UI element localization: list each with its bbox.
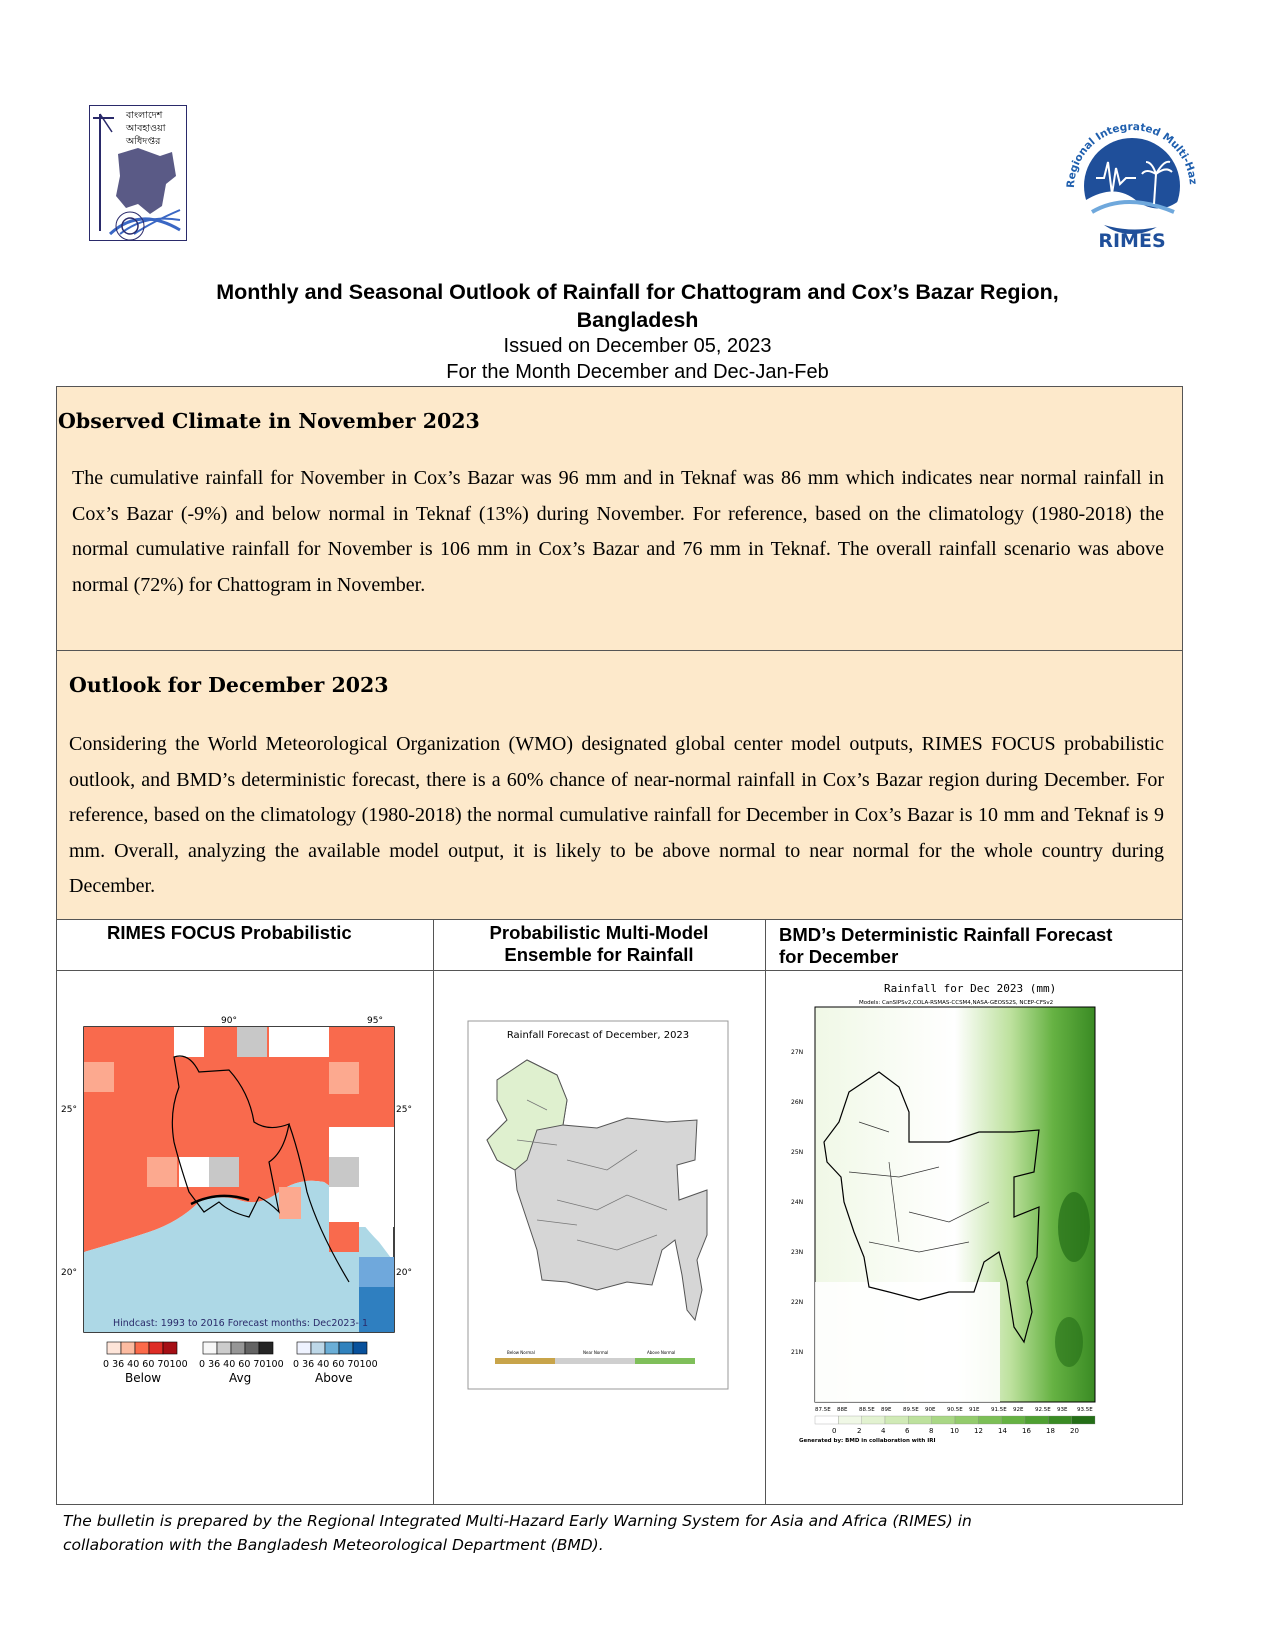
- col1-title: RIMES FOCUS Probabilistic: [107, 922, 352, 943]
- rimes-name: RIMES: [1098, 230, 1166, 250]
- map3-scale-label: 8: [929, 1427, 934, 1435]
- map3-scale-label: 0: [832, 1427, 837, 1435]
- observed-heading: Observed Climate in November 2023: [58, 409, 480, 433]
- map3-lon-labels: [815, 1407, 1093, 1413]
- col2-title-line2: Ensemble for Rainfall: [504, 944, 694, 965]
- outlook-text: Considering the World Meteorological Organization (WMO) designated global center model outputs, RIMES FOCUS probabilistic outlook, and BMD’s deterministic forecast, there is a 60% chance of near-normal rainfall in Cox’s Bazar region during December. For reference, based on the climatology (1980-2018) the normal cumulative rainfall for December in Cox’s Bazar is 10 mm and Teknaf is 9 mm. Overall, analyzing the available model output, it is likely to be above normal to near normal for the whole country during December.: [69, 733, 1164, 898]
- map3-colorbar-cell: [815, 1416, 838, 1424]
- bulletin-title-line2: Bangladesh: [576, 308, 699, 332]
- map3-lon-label: 89.5E: [903, 1407, 919, 1413]
- map3-colorbar-cell: [885, 1416, 908, 1424]
- col2-title-line1: Probabilistic Multi-Model: [489, 922, 709, 943]
- col3-title-line1: BMD’s Deterministic Rainfall Forecast: [779, 924, 1113, 945]
- map1-lat-label-20-right: 20°: [396, 1268, 412, 1278]
- map3-colorbar-cell: [1025, 1416, 1048, 1424]
- map3-colorbar-cell: [862, 1416, 885, 1424]
- bmd-emblem-icon: [90, 106, 186, 240]
- map1-legend-below: [103, 1342, 188, 1385]
- map3-scale-label: 6: [905, 1427, 910, 1435]
- map3-lon-label: 91E: [969, 1407, 980, 1413]
- map3-lat-label: 25N: [791, 1149, 804, 1156]
- map3-lon-label: 88E: [837, 1407, 848, 1413]
- map3-scale-label: 14: [998, 1427, 1007, 1435]
- forecast-period: For the Month December and Dec-Jan-Feb: [446, 361, 829, 383]
- map3-scale-label: 12: [974, 1427, 983, 1435]
- bulletin-title-line1: Monthly and Seasonal Outlook of Rainfall for Chattogram and Cox’s Bazar Region,: [216, 280, 1059, 304]
- issued-date: Issued on December 05, 2023: [503, 335, 772, 357]
- map1-legend-ticks-above: 0 36 40 60 70100: [293, 1359, 378, 1370]
- map3-lon-label: 87.5E: [815, 1407, 831, 1413]
- map3-lat-label: 27N: [791, 1049, 804, 1056]
- map1-legend-label-avg: Avg: [229, 1371, 252, 1385]
- map1-lon-label-90: 90°: [221, 1016, 237, 1026]
- bmd-text-line3: অধিদপ্তর: [126, 136, 161, 147]
- map1-legend-above: [293, 1342, 378, 1385]
- map2-legend-above: Above Normal: [647, 1350, 676, 1355]
- col2-title: [433, 922, 765, 966]
- forecast-figures-table: [56, 919, 1183, 1505]
- map1-hindcast-text: Hindcast: 1993 to 2016 Forecast months: Dec2023- 1: [113, 1318, 368, 1329]
- map1-legend-label-above: Above: [315, 1371, 353, 1385]
- map3-lon-label: 88.5E: [859, 1407, 875, 1413]
- bulletin-title: [100, 278, 1175, 334]
- col3-title: [779, 924, 1179, 968]
- map1-legend-ticks-avg: 0 36 40 60 70100: [199, 1359, 284, 1370]
- bmd-deterministic-map: [769, 982, 1179, 1462]
- bulletin-footer: [63, 1509, 1143, 1557]
- map3-models: Models: CanSIPSv2,COLA-RSMAS-CCSM4,NASA-GEOSS2S, NCEP-CFSv2: [859, 1000, 1054, 1006]
- map3-lat-label: 21N: [791, 1349, 804, 1356]
- bmd-text-line2: আবহাওয়া: [126, 123, 166, 134]
- bmd-logo: [89, 105, 187, 241]
- footer-line2: collaboration with the Bangladesh Meteorological Department (BMD).: [63, 1536, 604, 1554]
- observed-text: The cumulative rainfall for November in Cox’s Bazar was 96 mm and in Teknaf was 86 mm which indicates near normal rainfall in Cox’s Bazar (-9%) and below normal in Teknaf (13%) during November. For reference, based on the climatology (1980-2018) the normal cumulative rainfall for November is 106 mm in Cox’s Bazar and 76 mm in Teknaf. The overall rainfall scenario was above normal (72%) for Chattogram in November.: [72, 467, 1164, 596]
- rimes-emblem-icon: [1056, 108, 1208, 250]
- map3-scale-label: 2: [857, 1427, 862, 1435]
- map3-lon-label: 90E: [925, 1407, 936, 1413]
- ensemble-rainfall-map: [467, 1020, 729, 1390]
- map3-colorbar: [815, 1416, 1095, 1424]
- map3-colorbar-cell: [1002, 1416, 1025, 1424]
- map1-legend-ticks-below: 0 36 40 60 70100: [103, 1359, 188, 1370]
- map3-lat-label: 23N: [791, 1249, 804, 1256]
- map3-scale-label: 16: [1022, 1427, 1031, 1435]
- map3-lat-label: 26N: [791, 1099, 804, 1106]
- map3-scale-label: 10: [950, 1427, 959, 1435]
- map3-colorbar-cell: [908, 1416, 931, 1424]
- observed-climate-section: [56, 386, 1183, 651]
- map3-colorbar-cell: [955, 1416, 978, 1424]
- map3-generated-by: Generated by: BMD in collaboration with IRI: [799, 1438, 936, 1444]
- map3-lat-label: 24N: [791, 1199, 804, 1206]
- map1-lat-label-25-right: 25°: [396, 1105, 412, 1115]
- rimes-focus-map: [61, 1012, 413, 1412]
- map3-lon-label: 91.5E: [991, 1407, 1007, 1413]
- map2-legend-below: Below Normal: [507, 1350, 535, 1355]
- map3-scale-labels: [832, 1427, 1079, 1435]
- map1-lon-label-95: 95°: [367, 1016, 383, 1026]
- outlook-heading: Outlook for December 2023: [69, 673, 389, 697]
- map3-lat-label: 22N: [791, 1299, 804, 1306]
- map3-scale-label: 18: [1046, 1427, 1055, 1435]
- map3-lon-label: 92.5E: [1035, 1407, 1051, 1413]
- rimes-logo: [1056, 108, 1208, 250]
- map3-colorbar-cell: [978, 1416, 1001, 1424]
- map3-lon-label: 92E: [1013, 1407, 1024, 1413]
- map3-scale-label: 4: [881, 1427, 886, 1435]
- col3-title-line2: for December: [779, 946, 899, 967]
- map3-lon-label: 90.5E: [947, 1407, 963, 1413]
- map3-colorbar-cell: [1048, 1416, 1071, 1424]
- footer-line1: The bulletin is prepared by the Regional Integrated Multi-Hazard Early Warning System for Asia and Africa (RIMES) in: [63, 1512, 972, 1530]
- map1-lat-label-25: 25°: [61, 1105, 77, 1115]
- map3-lat-labels: [791, 1049, 803, 1356]
- map3-lon-label: 89E: [881, 1407, 892, 1413]
- map3-title: Rainfall for Dec 2023 (mm): [884, 982, 1057, 995]
- map3-colorbar-cell: [932, 1416, 955, 1424]
- map2-title: Rainfall Forecast of December, 2023: [506, 1030, 690, 1041]
- map3-lon-label: 93E: [1057, 1407, 1068, 1413]
- outlook-section: [56, 650, 1183, 920]
- rimes-arc-text: Regional Integrated Multi-Haz: [1064, 120, 1199, 189]
- bmd-text-line1: বাংলাদেশ: [126, 110, 163, 121]
- map3-scale-label: 20: [1070, 1427, 1079, 1435]
- map1-legend-label-below: Below: [125, 1371, 162, 1385]
- map3-colorbar-cell: [1072, 1416, 1095, 1424]
- map1-legend-avg: [199, 1342, 284, 1385]
- map3-colorbar-cell: [838, 1416, 861, 1424]
- map3-lon-label: 93.5E: [1077, 1407, 1093, 1413]
- map2-legend-near: Near Normal: [583, 1350, 609, 1355]
- map1-lat-label-20: 20°: [61, 1268, 77, 1278]
